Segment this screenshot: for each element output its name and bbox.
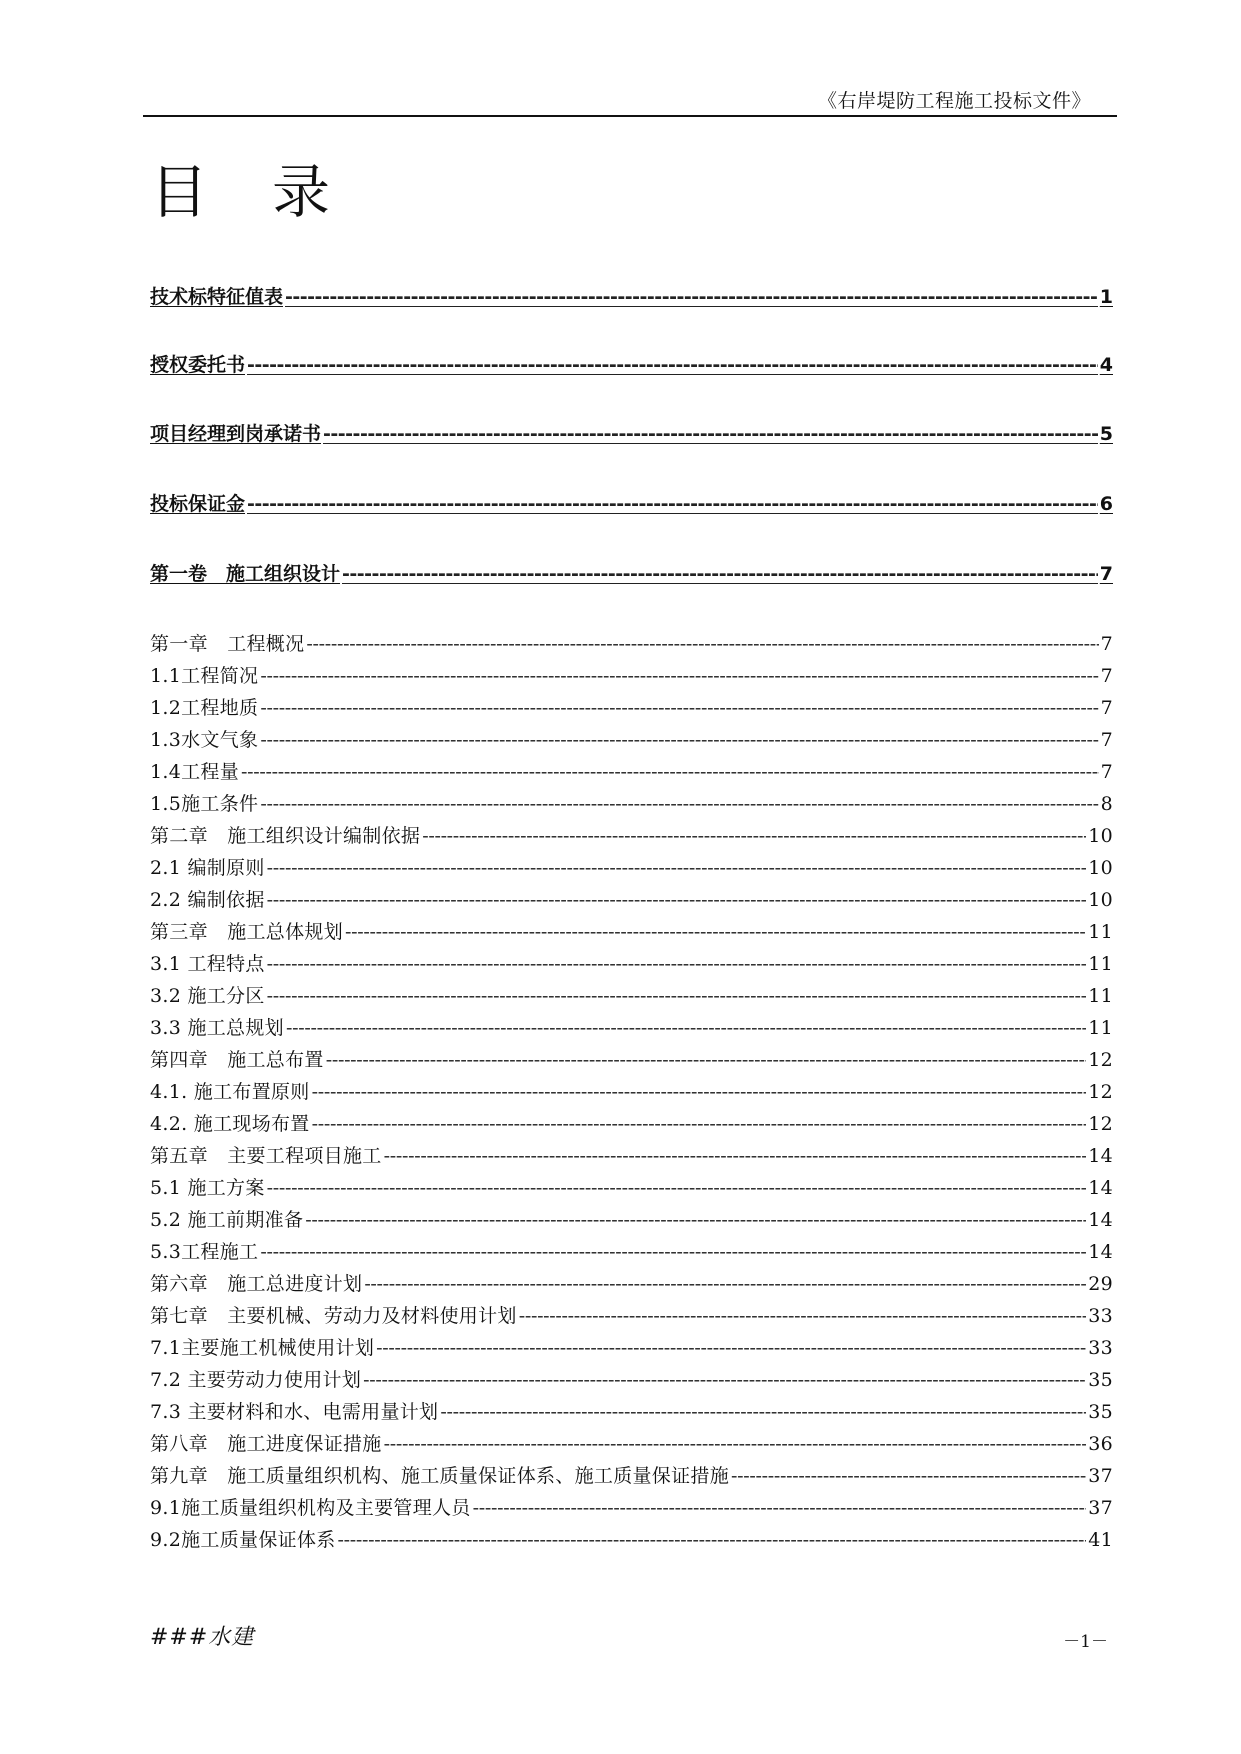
dot-leader: [384, 1142, 1087, 1170]
toc-entry-page: 29: [1088, 1273, 1113, 1295]
toc-minor-entry[interactable]: [150, 1078, 1113, 1106]
toc-entry-page: 12: [1088, 1113, 1113, 1135]
toc-major-entry[interactable]: [150, 561, 1113, 587]
toc-minor-entry[interactable]: [150, 694, 1113, 722]
toc-entry-page: 1: [1099, 286, 1113, 308]
toc-entry-page: 11: [1088, 1017, 1113, 1039]
toc-entry-page: 10: [1088, 857, 1113, 879]
dot-leader: [731, 1462, 1086, 1490]
toc-entry-page: 35: [1088, 1369, 1113, 1391]
toc-entry-label: 4.1. 施工布置原则: [150, 1081, 310, 1103]
dot-leader: [342, 561, 1098, 587]
toc-entry-label: 第三章 施工总体规划: [150, 921, 344, 943]
toc-entry-label: 5.3工程施工: [150, 1241, 259, 1263]
dot-leader: [363, 1366, 1086, 1394]
dot-leader: [267, 982, 1087, 1010]
toc-entry-page: 10: [1088, 889, 1113, 911]
toc-entry-label: 9.2施工质量保证体系: [150, 1529, 336, 1551]
toc-entry-label: 第六章 施工总进度计划: [150, 1273, 363, 1295]
toc-entry-page: 14: [1088, 1177, 1113, 1199]
toc-entry-page: 5: [1099, 423, 1113, 445]
toc-entry-page: 14: [1088, 1209, 1113, 1231]
toc-entry-label: 第一章 工程概况: [150, 633, 305, 655]
toc-entry-label: 第一卷 施工组织设计: [150, 563, 341, 585]
dot-leader: [267, 950, 1087, 978]
toc-entry-page: 11: [1088, 985, 1113, 1007]
toc-minor-entry[interactable]: [150, 1462, 1113, 1490]
dot-leader: [267, 1174, 1087, 1202]
toc-entry-page: 6: [1099, 493, 1113, 515]
dot-leader: [376, 1334, 1086, 1362]
dot-leader: [260, 1238, 1086, 1266]
toc-entry-label: 技术标特征值表: [150, 286, 284, 308]
toc-entry-label: 第四章 施工总布置: [150, 1049, 324, 1071]
toc-entry-page: 35: [1088, 1401, 1113, 1423]
toc-minor-entry[interactable]: [150, 1334, 1113, 1362]
toc-minor-entry[interactable]: [150, 950, 1113, 978]
toc-minor-entry[interactable]: [150, 1014, 1113, 1042]
toc-entry-label: 3.3 施工总规划: [150, 1017, 284, 1039]
toc-entry-label: 1.4工程量: [150, 761, 240, 783]
dot-leader: [312, 1078, 1087, 1106]
toc-entry-label: 1.5施工条件: [150, 793, 259, 815]
toc-entry-label: 5.2 施工前期准备: [150, 1209, 304, 1231]
toc-entry-label: 授权委托书: [150, 354, 246, 376]
toc-entry-page: 37: [1088, 1465, 1113, 1487]
toc-entry-label: 7.1主要施工机械使用计划: [150, 1337, 375, 1359]
footer-company: ###水建: [150, 1625, 255, 1650]
toc-entry-label: 项目经理到岗承诺书: [150, 423, 322, 445]
dot-leader: [519, 1302, 1087, 1330]
dot-leader: [285, 284, 1098, 310]
toc-entry-label: 第五章 主要工程项目施工: [150, 1145, 382, 1167]
dot-leader: [473, 1494, 1087, 1522]
dot-leader: [323, 421, 1098, 447]
dot-leader: [306, 630, 1098, 658]
toc-minor-entry[interactable]: [150, 1174, 1113, 1202]
dot-leader: [384, 1430, 1087, 1458]
toc-entry-page: 7: [1100, 729, 1113, 751]
dot-leader: [286, 1014, 1086, 1042]
toc-minor-entry[interactable]: [150, 1366, 1113, 1394]
toc-entry-label: 投标保证金: [150, 493, 246, 515]
toc-entry-label: 2.2 编制依据: [150, 889, 265, 911]
toc-major-entry[interactable]: [150, 352, 1113, 378]
toc-minor-entry[interactable]: [150, 726, 1113, 754]
dot-leader: [312, 1110, 1087, 1138]
toc-minor-entry[interactable]: [150, 1142, 1113, 1170]
toc-entry-page: 7: [1100, 633, 1113, 655]
toc-entry-page: 33: [1088, 1337, 1113, 1359]
dot-leader: [326, 1046, 1087, 1074]
toc-entry-page: 14: [1088, 1145, 1113, 1167]
toc-entry-page: 12: [1088, 1081, 1113, 1103]
toc-minor-entry[interactable]: [150, 1206, 1113, 1234]
dot-leader: [247, 352, 1098, 378]
dot-leader: [267, 854, 1087, 882]
toc-title-char-1: 目: [150, 158, 211, 226]
toc-entry-page: 41: [1088, 1529, 1113, 1551]
toc-minor-entry[interactable]: [150, 1398, 1113, 1426]
toc-entry-label: 3.1 工程特点: [150, 953, 265, 975]
toc-minor-entry[interactable]: [150, 1046, 1113, 1074]
header-rule: [143, 115, 1117, 117]
dot-leader: [422, 822, 1086, 850]
toc-entry-page: 7: [1100, 761, 1113, 783]
toc-entry-label: 2.1 编制原则: [150, 857, 265, 879]
toc-minor-entry[interactable]: [150, 1270, 1113, 1298]
toc-entry-label: 7.2 主要劳动力使用计划: [150, 1369, 362, 1391]
toc-minor-entry[interactable]: [150, 854, 1113, 882]
toc-entry-page: 7: [1100, 697, 1113, 719]
toc-entry-page: 11: [1088, 921, 1113, 943]
toc-entry-label: 4.2. 施工现场布置: [150, 1113, 310, 1135]
toc-entry-page: 37: [1088, 1497, 1113, 1519]
dot-leader: [440, 1398, 1086, 1426]
toc-entry-label: 9.1施工质量组织机构及主要管理人员: [150, 1497, 471, 1519]
dot-leader: [241, 758, 1099, 786]
toc-minor-entry[interactable]: [150, 1238, 1113, 1266]
toc-entry-label: 1.2工程地质: [150, 697, 259, 719]
toc-entry-page: 36: [1088, 1433, 1113, 1455]
toc-title: [150, 158, 332, 228]
toc-entry-page: 7: [1100, 665, 1113, 687]
dot-leader: [247, 491, 1098, 517]
dot-leader: [260, 726, 1098, 754]
dot-leader: [260, 694, 1098, 722]
toc-major-entry[interactable]: [150, 284, 1113, 310]
toc-entry-label: 1.1工程简况: [150, 665, 259, 687]
toc-entry-label: 第九章 施工质量组织机构、施工质量保证体系、施工质量保证措施: [150, 1465, 730, 1487]
toc-major-entry[interactable]: [150, 491, 1113, 517]
toc-minor-entry[interactable]: [150, 822, 1113, 850]
toc-entry-label: 第七章 主要机械、劳动力及材料使用计划: [150, 1305, 517, 1327]
toc-entry-page: 4: [1099, 354, 1113, 376]
toc-entry-label: 5.1 施工方案: [150, 1177, 265, 1199]
toc-entry-label: 1.3水文气象: [150, 729, 259, 751]
toc-minor-entry[interactable]: [150, 982, 1113, 1010]
toc-minor-entry[interactable]: [150, 1494, 1113, 1522]
dot-leader: [260, 662, 1098, 690]
toc-minor-entry[interactable]: [150, 662, 1113, 690]
toc-minor-entry[interactable]: [150, 886, 1113, 914]
dot-leader: [305, 1206, 1086, 1234]
dot-leader: [364, 1270, 1086, 1298]
toc-minor-entry[interactable]: [150, 630, 1113, 658]
toc-minor-entry[interactable]: [150, 1110, 1113, 1138]
toc-minor-entry[interactable]: [150, 918, 1113, 946]
page-number: －1－: [1063, 1632, 1108, 1652]
toc-title-char-2: 录: [272, 158, 333, 226]
toc-entry-page: 8: [1100, 793, 1113, 815]
toc-entry-label: 3.2 施工分区: [150, 985, 265, 1007]
toc-minor-entry[interactable]: [150, 1430, 1113, 1458]
dot-leader: [345, 918, 1086, 946]
toc-entry-page: 10: [1088, 825, 1113, 847]
toc-minor-entry[interactable]: [150, 758, 1113, 786]
toc-entry-page: 14: [1088, 1241, 1113, 1263]
dot-leader: [260, 790, 1098, 818]
toc-entry-label: 第八章 施工进度保证措施: [150, 1433, 382, 1455]
toc-minor-entry[interactable]: [150, 1526, 1113, 1554]
document-header-title: 《右岸堤防工程施工投标文件》: [817, 90, 1091, 112]
dot-leader: [338, 1526, 1087, 1554]
toc-major-entry[interactable]: [150, 421, 1113, 447]
dot-leader: [267, 886, 1087, 914]
toc-entry-page: 12: [1088, 1049, 1113, 1071]
toc-entry-page: 7: [1099, 563, 1113, 585]
toc-entry-page: 33: [1088, 1305, 1113, 1327]
toc-entry-label: 7.3 主要材料和水、电需用量计划: [150, 1401, 439, 1423]
toc-minor-entry[interactable]: [150, 1302, 1113, 1330]
toc-entry-page: 11: [1088, 953, 1113, 975]
toc-entry-label: 第二章 施工组织设计编制依据: [150, 825, 421, 847]
toc-minor-entry[interactable]: [150, 790, 1113, 818]
